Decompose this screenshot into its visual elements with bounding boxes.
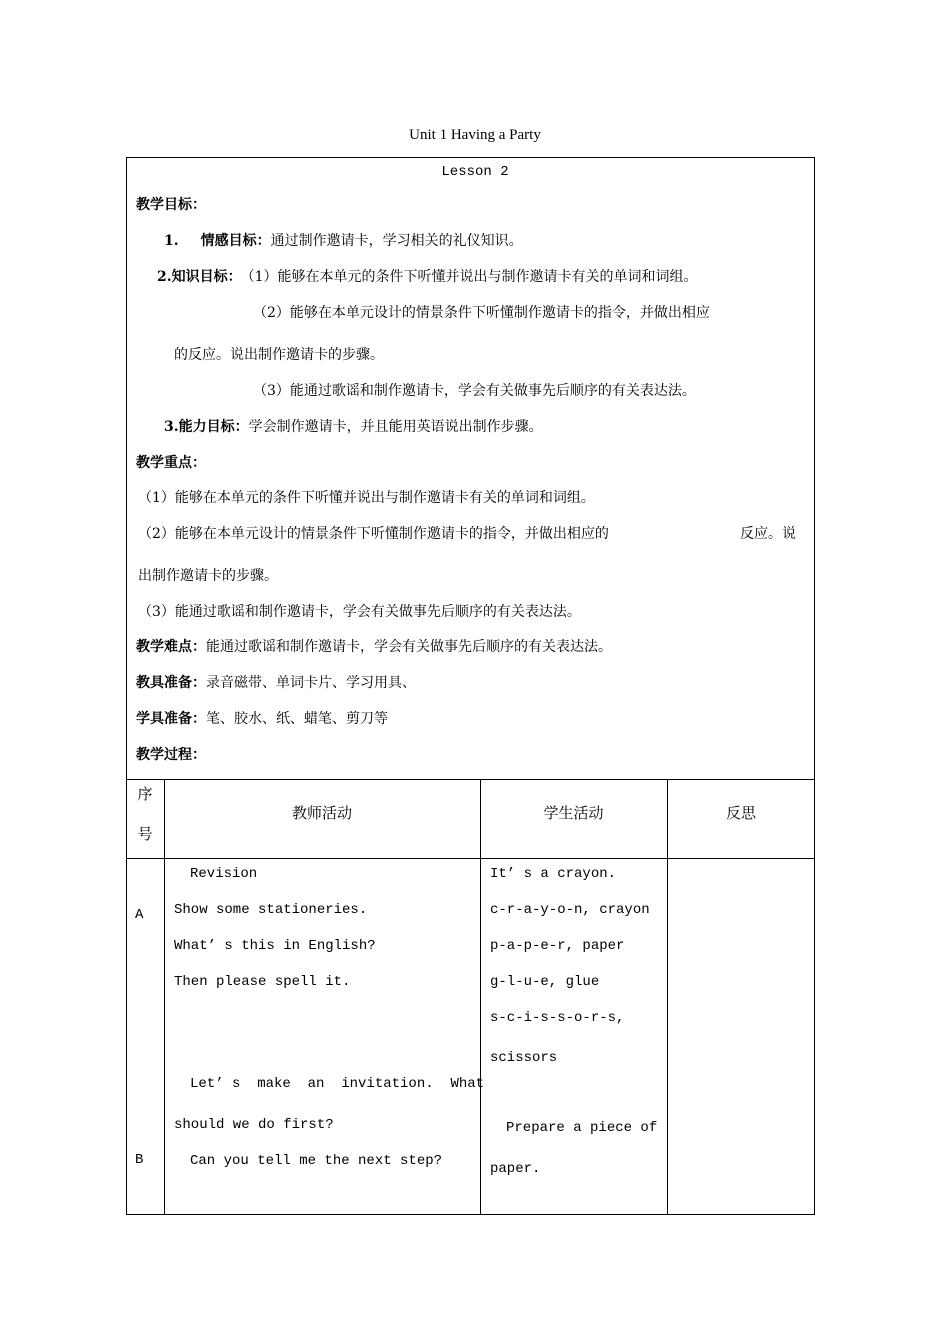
col-divider-1 (164, 779, 165, 1215)
teacher-line: Can you tell me the next step? (190, 1153, 443, 1169)
teacher-line: should we do first? (174, 1117, 334, 1133)
teacher-line: Show some stationeries. (174, 902, 368, 918)
key-point-2b: 反应。说 (740, 526, 796, 542)
key-points-heading: 教学重点： (136, 455, 206, 471)
row-label-a: A (135, 907, 144, 923)
header-seq-1: 序 (137, 785, 153, 803)
col-divider-2 (480, 779, 481, 1215)
key-point-2c: 出制作邀请卡的步骤。 (138, 568, 278, 584)
student-line: g-l-u-e, glue (490, 974, 600, 990)
teacher-line: Then please spell it. (174, 974, 351, 990)
knowledge-2b: 的反应。说出制作邀请卡的步骤。 (174, 347, 384, 363)
knowledge-3: （3）能通过歌谣和制作邀请卡，学会有关做事先后顺序的有关表达法。 (253, 383, 696, 399)
process-heading: 教学过程： (136, 747, 206, 763)
header-reflection: 反思 (725, 804, 756, 822)
teacher-line: Revision (190, 866, 258, 882)
student-line: c-r-a-y-o-n, crayon (490, 902, 650, 918)
student-line: p-a-p-e-r, paper (490, 938, 625, 954)
col-divider-3 (667, 779, 668, 1215)
header-student-activity: 学生活动 (543, 804, 604, 822)
teacher-prep: 教具准备：录音磁带、单词卡片、学习用具、 (136, 675, 416, 691)
objectives-heading: 教学目标： (136, 197, 206, 213)
student-line: paper. (490, 1161, 541, 1177)
student-line: Prepare a piece of (506, 1120, 658, 1136)
student-prep: 学具准备：笔、胶水、纸、蜡笔、剪刀等 (136, 711, 388, 727)
teacher-line: Let’ s make an invitation. What (190, 1076, 485, 1092)
student-line: scissors (490, 1050, 558, 1066)
table-top-border (126, 779, 815, 780)
key-point-3: （3）能通过歌谣和制作邀请卡，学会有关做事先后顺序的有关表达法。 (138, 604, 581, 620)
header-seq-2: 号 (137, 825, 153, 843)
emotion-objective: 1. 情感目标：通过制作邀请卡，学习相关的礼仪知识。 (164, 233, 523, 249)
difficulty: 教学难点：能通过歌谣和制作邀请卡，学会有关做事先后顺序的有关表达法。 (136, 639, 612, 655)
header-teacher-activity: 教师活动 (291, 804, 352, 822)
key-point-1: （1）能够在本单元的条件下听懂并说出与制作邀请卡有关的单词和词组。 (138, 490, 595, 506)
key-point-2a: （2）能够在本单元设计的情景条件下听懂制作邀请卡的指令，并做出相应的 (138, 526, 609, 542)
ability-objective: 3.能力目标：学会制作邀请卡，并且能用英语说出制作步骤。 (164, 419, 543, 435)
row-label-b: B (135, 1152, 144, 1168)
knowledge-2a: （2）能够在本单元设计的情景条件下听懂制作邀请卡的指令，并做出相应 (253, 305, 710, 321)
lesson-title: Lesson 2 (441, 164, 509, 180)
table-header-divider (126, 858, 815, 859)
knowledge-objective: 2.知识目标： （1）能够在本单元的条件下听懂并说出与制作邀请卡有关的单词和词组。 (157, 269, 698, 285)
student-line: It’ s a crayon. (490, 866, 617, 882)
unit-title: Unit 1 Having a Party (409, 127, 541, 143)
teacher-line: What’ s this in English? (174, 938, 376, 954)
student-line: s-c-i-s-s-o-r-s, (490, 1010, 625, 1026)
